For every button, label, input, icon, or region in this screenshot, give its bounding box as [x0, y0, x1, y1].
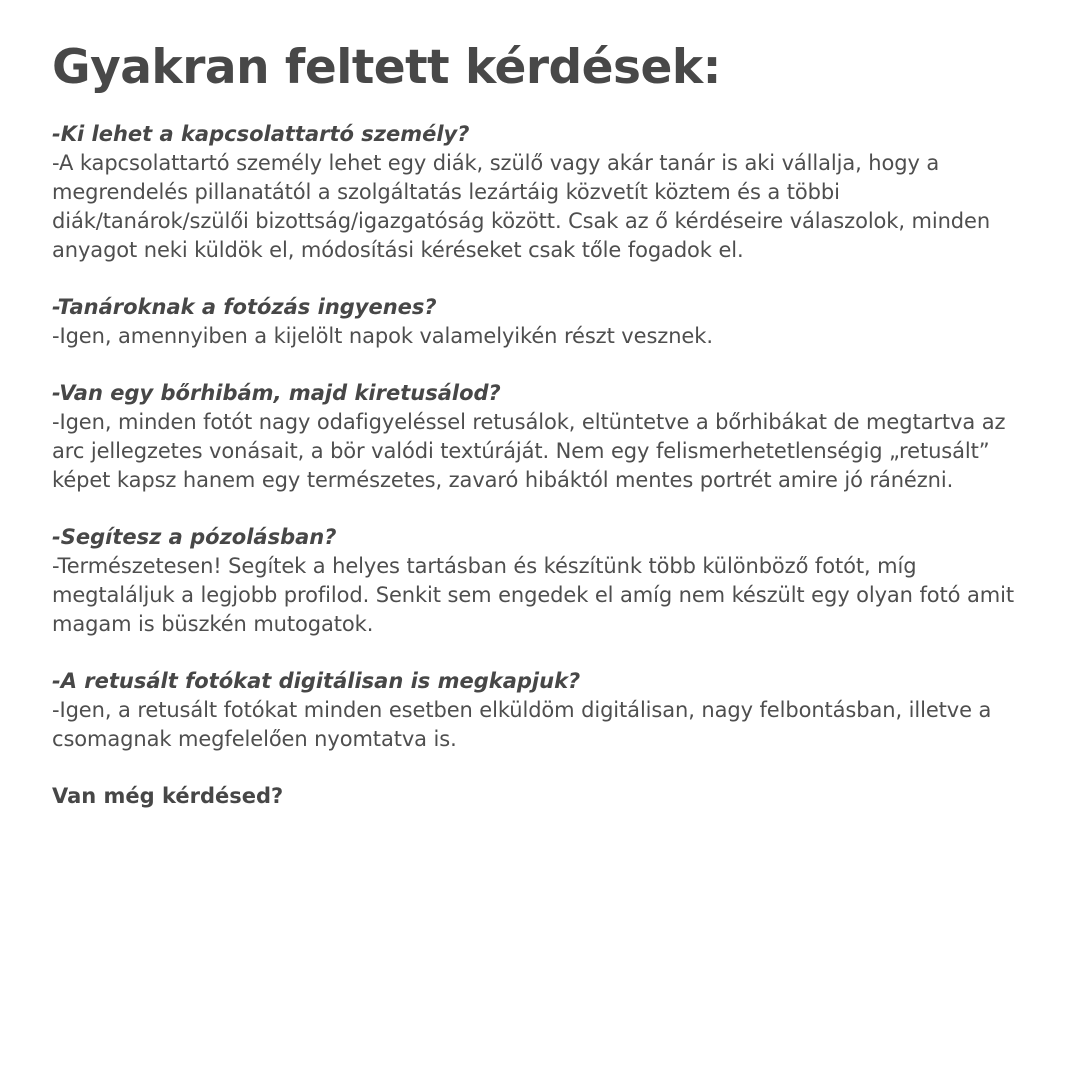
faq-item	[52, 667, 1042, 754]
faq-answer: -Igen, a retusált fotókat minden esetben elküldöm digitálisan, nagy felbontásban, illetve a csomagnak megfelelően nyomtatva is.	[52, 698, 992, 751]
faq-question: -A retusált fotókat digitálisan is megkapjuk?	[52, 669, 581, 693]
faq-answer: -A kapcsolattartó személy lehet egy diák, szülő vagy akár tanár is aki vállalja, hogy a megrendelés pillanatától a szolgáltatás lezártáig közvetít köztem és a többi diák/tanárok/szülői bizottság/igazgatóság között. Csak az ő kérdéseire válaszolok, minden anyagot neki küldök el, módosítási kéréseket csak tőle fogadok el.	[52, 151, 991, 262]
faq-answer: -Igen, amennyiben a kijelölt napok valamelyikén részt vesznek.	[52, 324, 713, 348]
closing-question: Van még kérdésed?	[52, 784, 284, 808]
faq-question: -Ki lehet a kapcsolattartó személy?	[52, 122, 470, 146]
faq-question: -Tanároknak a fotózás ingyenes?	[52, 295, 437, 319]
faq-answer: -Természetesen! Segítek a helyes tartásban és készítünk több különböző fotót, míg megtaláljuk a legjobb profilod. Senkit sem engedek el amíg nem készült egy olyan fotó amit magam is büszkén mutogatok.	[52, 554, 1014, 636]
faq-item	[52, 379, 1042, 495]
faq-question: -Segítesz a pózolásban?	[52, 525, 337, 549]
faq-item	[52, 120, 1042, 265]
faq-question: -Van egy bőrhibám, majd kiretusálod?	[52, 381, 501, 405]
faq-answer: -Igen, minden fotót nagy odafigyeléssel retusálok, eltüntetve a bőrhibákat de megtartva az arc jellegzetes vonásait, a bör valódi textúráját. Nem egy felismerhetetlenségig „retusált” képet kapsz hanem egy természetes, zavaró hibáktól mentes portrét amire jó ránézni.	[52, 410, 1006, 492]
page-title: Gyakran feltett kérdések:	[52, 40, 721, 95]
faq-item	[52, 523, 1042, 639]
faq-item	[52, 293, 1042, 351]
faq-page	[52, 38, 1042, 811]
